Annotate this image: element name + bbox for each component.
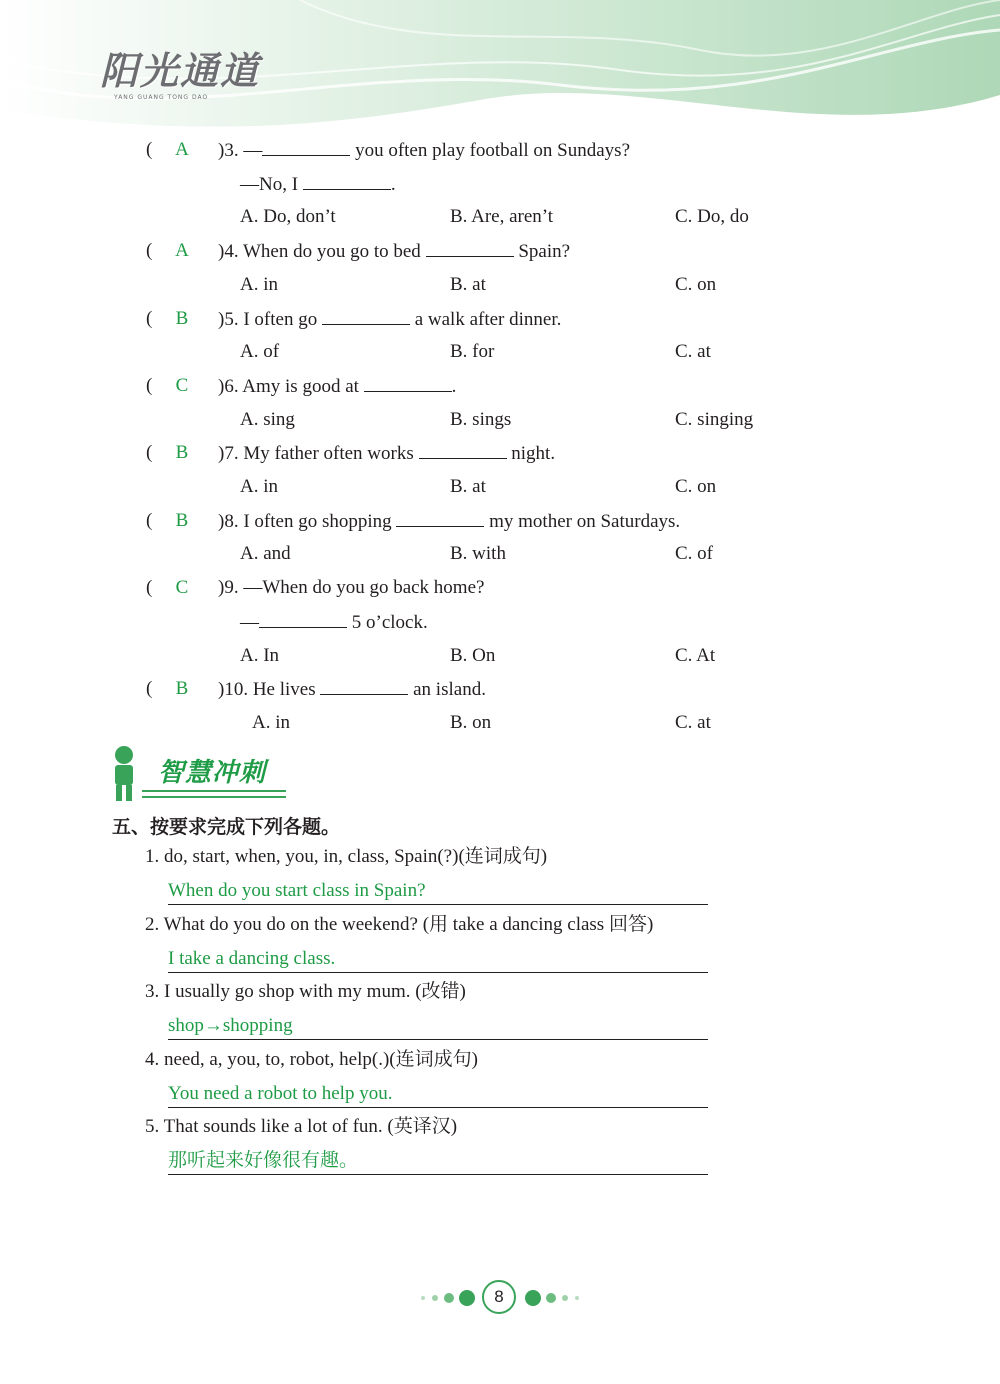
brand-logo bbox=[100, 49, 261, 101]
answer-letter: A bbox=[175, 139, 189, 160]
answer-blank bbox=[419, 441, 507, 459]
task-answer: I take a dancing class. bbox=[168, 947, 708, 973]
option-b: B. with bbox=[450, 543, 506, 565]
task-answer: When do you start class in Spain? bbox=[168, 879, 708, 905]
answer-letter: B bbox=[175, 678, 189, 700]
question-text bbox=[218, 239, 570, 264]
answer-letter: B bbox=[175, 509, 189, 531]
option-c: C. Do, do bbox=[675, 206, 749, 228]
option-b: B. for bbox=[450, 341, 495, 363]
question-text bbox=[218, 509, 680, 534]
answer-blank bbox=[259, 610, 347, 628]
page-number: 8 bbox=[482, 1280, 516, 1314]
question-text bbox=[218, 374, 456, 399]
option-a: A. in bbox=[240, 476, 278, 497]
option-a: A. and bbox=[240, 543, 291, 565]
option-c: C. on bbox=[675, 476, 717, 497]
question-stem-end: you often play football on Sundays? bbox=[350, 140, 631, 161]
question-stem-end: a walk after dinner. bbox=[409, 308, 562, 330]
answer-blank bbox=[303, 172, 391, 190]
answer-letter: A bbox=[175, 240, 189, 262]
answer-letter: B bbox=[175, 307, 189, 329]
option-b: B. at bbox=[450, 273, 486, 295]
question-stem: )7. My father often works bbox=[218, 443, 419, 465]
paren-open: ( bbox=[146, 139, 153, 160]
paren-open: ( bbox=[146, 240, 153, 262]
question-text bbox=[218, 576, 484, 600]
answer-blank bbox=[320, 677, 408, 695]
task-question: 5. That sounds like a lot of fun. (英译汉) bbox=[145, 1116, 458, 1137]
answer-blank bbox=[426, 239, 514, 257]
answer-blank bbox=[262, 138, 350, 156]
option-b: B. On bbox=[450, 644, 496, 666]
paren-open: ( bbox=[146, 509, 153, 531]
question-stem: )9. —When do you go back home? bbox=[218, 577, 485, 599]
question-stem-end: my mother on Saturdays. bbox=[484, 510, 681, 532]
question-stem-end: . bbox=[451, 375, 457, 397]
option-a: A. of bbox=[240, 341, 280, 363]
paren-open: ( bbox=[146, 678, 153, 700]
option-b: B. sings bbox=[450, 408, 512, 430]
answer-blank bbox=[322, 307, 410, 325]
followup-end: 5 o’clock. bbox=[347, 611, 428, 633]
answer-blank bbox=[396, 509, 484, 527]
question-stem-end: Spain? bbox=[513, 241, 571, 263]
option-a: A. sing bbox=[240, 408, 295, 430]
task-question: 3. I usually go shop with my mum. (改错) bbox=[145, 981, 466, 1002]
option-a: A. Do, don’t bbox=[240, 206, 336, 228]
answer-letter: B bbox=[175, 442, 189, 464]
answer-letter: C bbox=[175, 374, 189, 396]
question-stem-end: night. bbox=[506, 443, 556, 465]
brand-title: 阳光通道 bbox=[100, 49, 261, 93]
question-stem: )4. When do you go to bed bbox=[218, 241, 426, 263]
task-answer: You need a robot to help you. bbox=[168, 1082, 708, 1108]
option-c: C. singing bbox=[675, 408, 754, 430]
option-a: A. In bbox=[240, 644, 280, 666]
question-text bbox=[218, 307, 561, 332]
question-stem: )3. — bbox=[218, 140, 263, 161]
question-stem: )5. I often go bbox=[218, 308, 322, 330]
question-text bbox=[218, 677, 486, 702]
option-b: B. at bbox=[450, 476, 486, 497]
option-c: C. At bbox=[675, 644, 716, 666]
section5-heading: 五、按要求完成下列各题。 bbox=[112, 816, 341, 838]
followup-text: —No, I bbox=[240, 173, 303, 195]
option-c: C. of bbox=[675, 543, 713, 565]
option-c: C. at bbox=[675, 341, 711, 363]
question-stem: )8. I often go shopping bbox=[218, 510, 397, 532]
option-c: C. on bbox=[675, 273, 717, 295]
question-followup bbox=[240, 172, 396, 197]
paren-open: ( bbox=[146, 577, 153, 599]
question-text bbox=[218, 138, 630, 163]
question-stem: )10. He lives bbox=[218, 679, 321, 701]
answer-letter: C bbox=[175, 577, 189, 599]
option-a: A. in bbox=[240, 273, 278, 295]
task-question: 1. do, start, when, you, in, class, Spain(?)(连词成句) bbox=[145, 846, 548, 867]
paren-open: ( bbox=[146, 442, 153, 464]
option-a: A. in bbox=[252, 711, 290, 733]
paren-open: ( bbox=[146, 374, 153, 396]
task-question: 4. need, a, you, to, robot, help(.)(连词成句) bbox=[145, 1048, 478, 1070]
question-followup bbox=[240, 610, 428, 635]
question-text bbox=[218, 441, 555, 466]
question-stem-end: an island. bbox=[408, 679, 486, 701]
option-c: C. at bbox=[675, 711, 711, 733]
sprint-title: 智慧冲刺 bbox=[158, 758, 267, 788]
brand-subtitle: YANG GUANG TONG DAO bbox=[114, 94, 209, 101]
task-question: 2. What do you do on the weekend? (用 take a dancing class 回答) bbox=[145, 913, 654, 935]
option-b: B. on bbox=[450, 711, 492, 733]
followup-text: — bbox=[240, 611, 259, 633]
option-b: B. Are, aren’t bbox=[450, 206, 554, 228]
page-number-decoration bbox=[415, 1278, 585, 1318]
answer-blank bbox=[364, 374, 452, 392]
task-answer: 那听起来好像很有趣。 bbox=[168, 1149, 708, 1175]
task-answer: shop→shopping bbox=[168, 1014, 708, 1040]
paren-open: ( bbox=[146, 307, 153, 329]
question-stem: )6. Amy is good at bbox=[218, 375, 364, 397]
followup-end: . bbox=[390, 173, 396, 195]
